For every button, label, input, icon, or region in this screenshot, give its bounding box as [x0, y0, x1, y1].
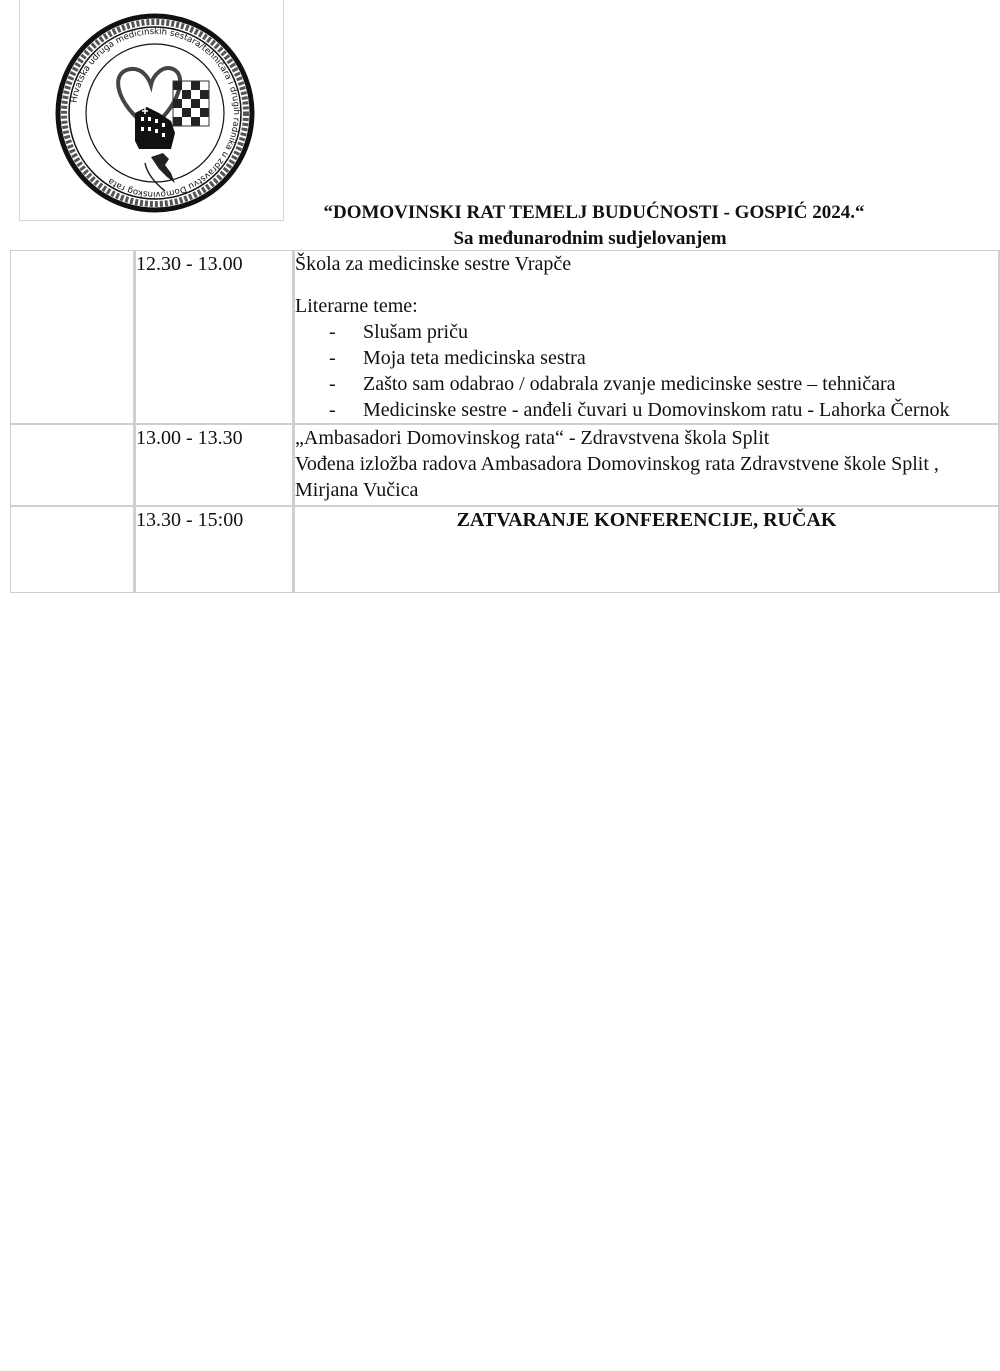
session-title: „Ambasadori Domovinskog rata“ - Zdravstvena škola Split — [295, 427, 770, 449]
session-title: Škola za medicinske sestre Vrapče — [295, 253, 572, 275]
svg-text:Hrvatska udruga medicinskih se: Hrvatska udruga medicinskih sestara/tehničara i drugih radnika u zdravstvu Domovinskog rata — [69, 26, 242, 200]
logo-box — [19, 0, 284, 221]
time-cell: 13.00 - 13.30 — [135, 424, 294, 506]
table-row — [10, 424, 1000, 506]
description-cell — [294, 424, 1000, 506]
page-title: “DOMOVINSKI RAT TEMELJ BUDUĆNOSTI - GOSPIĆ 2024.“ — [323, 202, 865, 223]
session-description: Vođena izložba radova Ambasadora Domovinskog rata Zdravstvene škole Split , Mirjana Vučica — [295, 453, 939, 501]
list-item: - Zašto sam odabrao / odabrala zvanje medicinske sestre – tehničara — [329, 371, 998, 397]
time-cell: 12.30 - 13.00 — [135, 250, 294, 424]
table-row — [10, 250, 1000, 424]
program-table — [10, 250, 1000, 593]
page-subtitle: Sa međunarodnim sudjelovanjem — [453, 228, 727, 249]
list-item: - Slušam priču — [329, 319, 998, 345]
closing-session: ZATVARANJE KONFERENCIJE, RUČAK — [294, 506, 1000, 593]
table-row — [10, 506, 1000, 593]
topics-list — [295, 319, 998, 423]
empty-cell — [10, 424, 135, 506]
list-item: - Medicinske sestre - anđeli čuvari u Domovinskom ratu - Lahorka Černok — [329, 397, 998, 423]
time-cell: 13.30 - 15:00 — [135, 506, 294, 593]
association-seal-logo — [55, 13, 255, 213]
description-cell — [294, 250, 1000, 424]
empty-cell — [10, 250, 135, 424]
topics-heading: Literarne teme: — [295, 295, 418, 317]
list-item: - Moja teta medicinska sestra — [329, 345, 998, 371]
empty-cell — [10, 506, 135, 593]
